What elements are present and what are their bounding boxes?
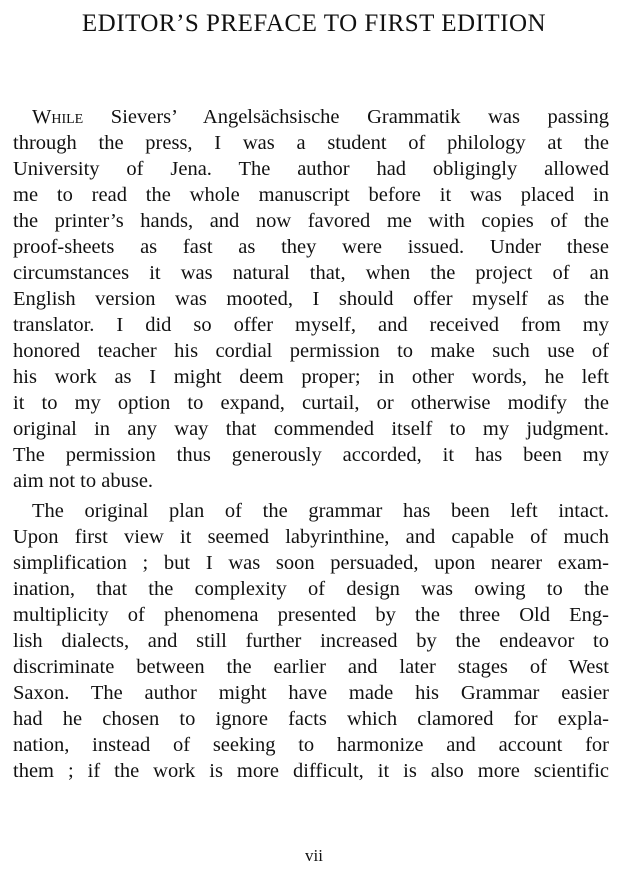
text-line: aim not to abuse. xyxy=(13,470,154,492)
text-line: simplification ; but I was soon persuaded, upon nearer exam- xyxy=(13,552,609,574)
text-line: honored teacher his cordial permission to make such use of xyxy=(13,340,609,362)
text-line: the printer’s hands, and now favored me with copies of the xyxy=(13,210,609,232)
page-title: EDITOR’S PREFACE TO FIRST EDITION xyxy=(81,10,547,37)
text-line: nation, instead of seeking to harmonize and account for xyxy=(13,734,609,756)
text-line: multiplicity of phenomena presented by the three Old Eng- xyxy=(13,604,609,626)
text-line: English version was mooted, I should offer myself as the xyxy=(13,288,609,310)
text-line: proof-sheets as fast as they were issued. Under these xyxy=(13,236,609,258)
text-line: circumstances it was natural that, when the project of an xyxy=(13,262,609,284)
text-line: me to read the whole manuscript before it was placed in xyxy=(13,184,609,206)
text-line: through the press, I was a student of philology at the xyxy=(13,132,609,154)
line-text: Sievers’ Angelsächsische Grammatik was passing xyxy=(83,106,609,128)
text-line: had he chosen to ignore facts which clamored for expla- xyxy=(13,708,609,730)
text-line: The permission thus generously accorded, it has been my xyxy=(13,444,609,466)
text-line: discriminate between the earlier and later stages of West xyxy=(13,656,609,678)
text-line: Saxon. The author might have made his Grammar easier xyxy=(13,682,609,704)
text-line: it to my option to expand, curtail, or otherwise modify the xyxy=(13,392,609,414)
text-line: ination, that the complexity of design was owing to the xyxy=(13,578,609,600)
text-line: translator. I did so offer myself, and received from my xyxy=(13,314,609,336)
text-line: Upon first view it seemed labyrinthine, and capable of much xyxy=(13,526,609,548)
text-line: his work as I might deem proper; in other words, he left xyxy=(13,366,609,388)
text-line xyxy=(32,104,609,130)
page-number: vii xyxy=(305,846,323,865)
text-line: original in any way that commended itself to my judgment. xyxy=(13,418,609,440)
text-line: them ; if the work is more difficult, it is also more scientific xyxy=(13,760,609,782)
text-line: University of Jena. The author had obligingly allowed xyxy=(13,158,609,180)
lead-word: While xyxy=(32,106,84,128)
text-line: lish dialects, and still further increased by the endeavor to xyxy=(13,630,609,652)
text-line: The original plan of the grammar has been left intact. xyxy=(32,500,609,522)
